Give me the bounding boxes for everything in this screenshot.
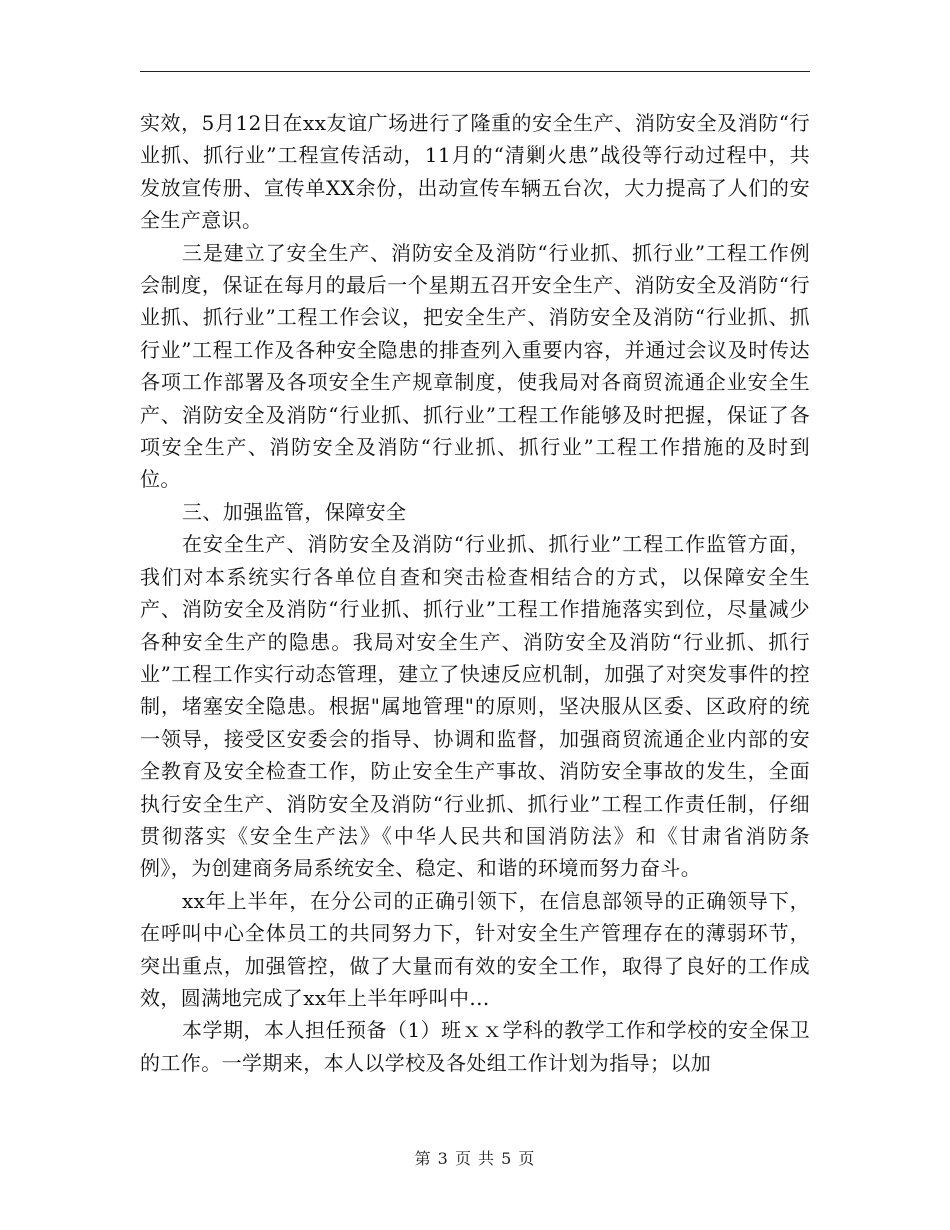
paragraph-meeting-system: 三是建立了安全生产、消防安全及消防“行业抓、抓行业”工程工作例会制度，保证在每月的最后一个星期五召开安全生产、消防安全及消防“行业抓、抓行业”工程工作会议，把安全生产、消防安全及消防“行业抓、抓行业”工程工作及各种安全隐患的排查列入重要内容，并通过会议及时传达各项工作部署及各项安全生产规章制度，使我局对各商贸流通企业安全生产、消防安全及消防“行业抓、抓行业”工程工作能够及时把握，保证了各项安全生产、消防安全及消防“行业抓、抓行业”工程工作措施的及时到位。 xyxy=(140,240,810,492)
paragraph-supervision: 在安全生产、消防安全及消防“行业抓、抓行业”工程工作监管方面，我们对本系统实行各单位自查和突击检查相结合的方式，以保障安全生产、消防安全及消防“行业抓、抓行业”工程工作措施落实到位，尽量减少各种安全生产的隐患。我局对安全生产、消防安全及消防“行业抓、抓行业”工程工作实行动态管理，建立了快速反应机制，加强了对突发事件的控制，堵塞安全隐患。根据"属地管理"的原则，坚决服从区委、区政府的统一领导，接受区安委会的指导、协调和监督，加强商贸流通企业内部的安全教育及安全检查工作，防止安全生产事故、消防安全事故的发生，全面执行安全生产、消防安全及消防“行业抓、抓行业”工程工作责任制，仔细贯彻落实《安全生产法》《中华人民共和国消防法》和《甘肃省消防条例》，为创建商务局系统安全、稳定、和谐的环境而努力奋斗。 xyxy=(140,532,810,881)
paragraph-call-center: xx年上半年，在分公司的正确引领下，在信息部领导的正确领导下，在呼叫中心全体员工的共同努力下，针对安全生产管理存在的薄弱环节，突出重点，加强管控，做了大量而有效的安全工作，取得了良好的工作成效，圆满地完成了xx年上半年呼叫中... xyxy=(140,888,810,1010)
header-rule xyxy=(140,71,810,72)
document-body xyxy=(140,107,810,1079)
paragraph-semester: 本学期，本人担任预备（1）班ｘｘ学科的教学工作和学校的安全保卫的工作。一学期来，本人以学校及各处组工作计划为指导；以加 xyxy=(140,1018,810,1075)
paragraph-continuation: 实效，5月12日在xx友谊广场进行了隆重的安全生产、消防安全及消防“行业抓、抓行业”工程宣传活动，11月的“清剿火患”战役等行动过程中，共发放宣传册、宣传单XX余份，出动宣传车辆五台次，大力提高了人们的安全生产意识。 xyxy=(140,111,810,233)
page-number-footer: 第 3 页 共 5 页 xyxy=(414,1149,536,1168)
section-heading: 三、加强监管，保障安全 xyxy=(182,499,407,524)
